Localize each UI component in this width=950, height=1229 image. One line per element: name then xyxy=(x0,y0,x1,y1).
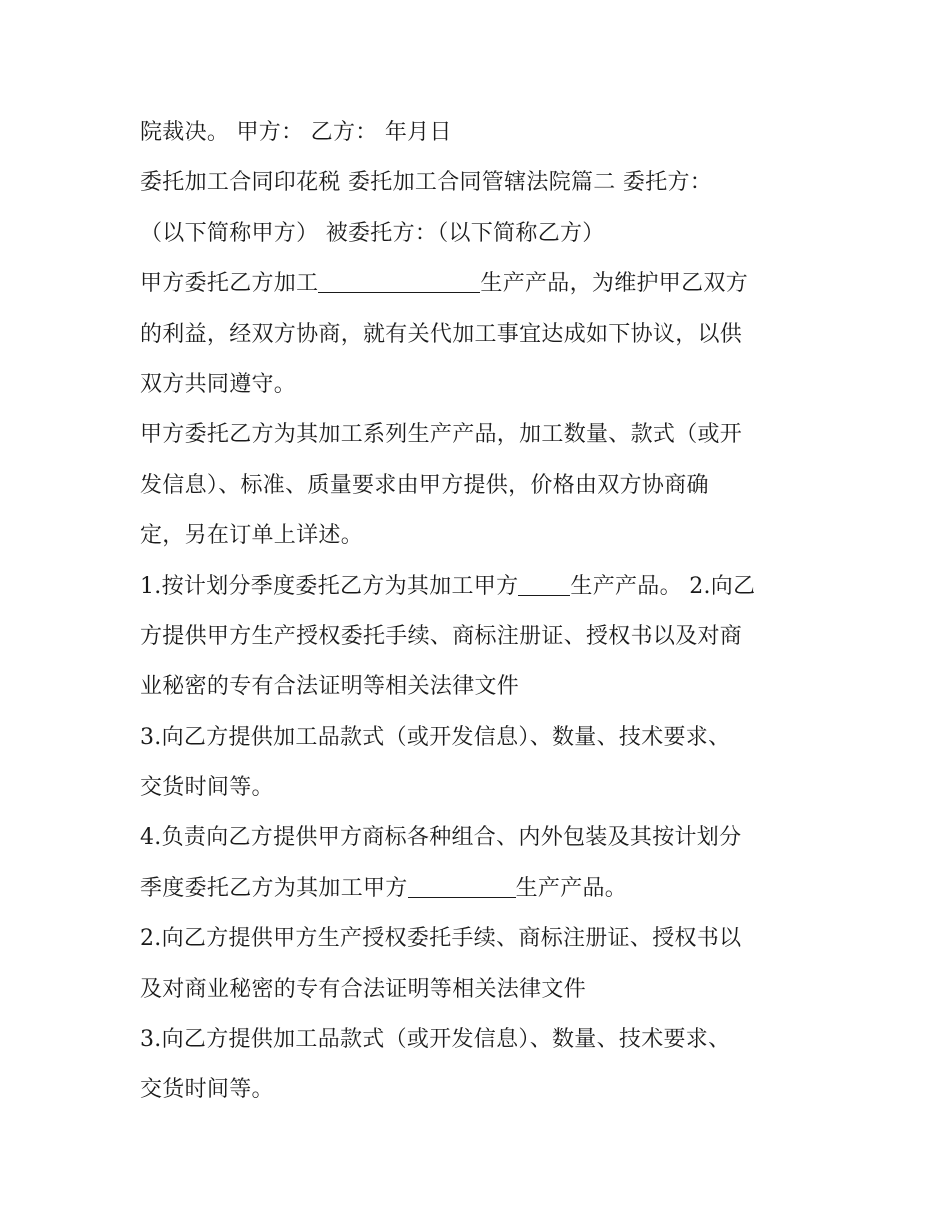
fill-in-blank xyxy=(318,270,480,293)
text-line: 2.向乙方提供甲方生产授权委托手续、商标注册证、授权书以 xyxy=(140,926,742,952)
text-segment: 季度委托乙方为其加工甲方 xyxy=(140,875,408,901)
text-line: 方提供甲方生产授权委托手续、商标注册证、授权书以及对商 xyxy=(140,623,743,649)
fill-in-blank xyxy=(408,875,516,898)
text-segment: 甲方委托乙方加工 xyxy=(140,271,319,297)
text-line: 委托加工合同印花税 委托加工合同管辖法院篇二 委托方： xyxy=(140,170,713,196)
text-line: 3.向乙方提供加工品款式（或开发信息）、数量、技术要求、 xyxy=(140,1027,731,1053)
text-line: 3.向乙方提供加工品款式（或开发信息）、数量、技术要求、 xyxy=(140,724,731,750)
text-line xyxy=(140,562,820,612)
text-line: 4.负责向乙方提供甲方商标各种组合、内外包装及其按计划分 xyxy=(140,825,742,851)
text-line: 及对商业秘密的专有合法证明等相关法律文件 xyxy=(140,976,587,1002)
text-line: 业秘密的专有合法证明等相关法律文件 xyxy=(140,674,520,700)
text-line: 双方共同遵守。 xyxy=(140,371,297,397)
text-segment: 生产产品。 2.向乙 xyxy=(570,573,756,599)
text-segment: 生产产品。 xyxy=(515,875,628,901)
fill-in-blank xyxy=(518,573,570,596)
document-body xyxy=(140,108,820,1116)
text-line: 交货时间等。 xyxy=(140,1077,274,1103)
text-line xyxy=(140,864,820,914)
text-line: 发信息）、标准、质量要求由甲方提供，价格由双方协商确 xyxy=(140,472,709,498)
text-line xyxy=(140,259,820,309)
text-line: （以下简称甲方） 被委托方：（以下简称乙方） xyxy=(140,220,605,246)
text-line: 定，另在订单上详述。 xyxy=(140,523,364,549)
text-line: 交货时间等。 xyxy=(140,775,274,801)
text-segment: 1.按计划分季度委托乙方为其加工甲方 xyxy=(140,573,519,599)
text-line: 的利益，经双方协商，就有关代加工事宜达成如下协议，以供 xyxy=(140,321,743,347)
text-segment: 生产产品，为维护甲乙双方 xyxy=(480,271,749,297)
text-line: 院裁决。 甲方： 乙方： 年月日 xyxy=(140,120,452,145)
text-line: 甲方委托乙方为其加工系列生产产品，加工数量、款式（或开 xyxy=(140,422,743,448)
